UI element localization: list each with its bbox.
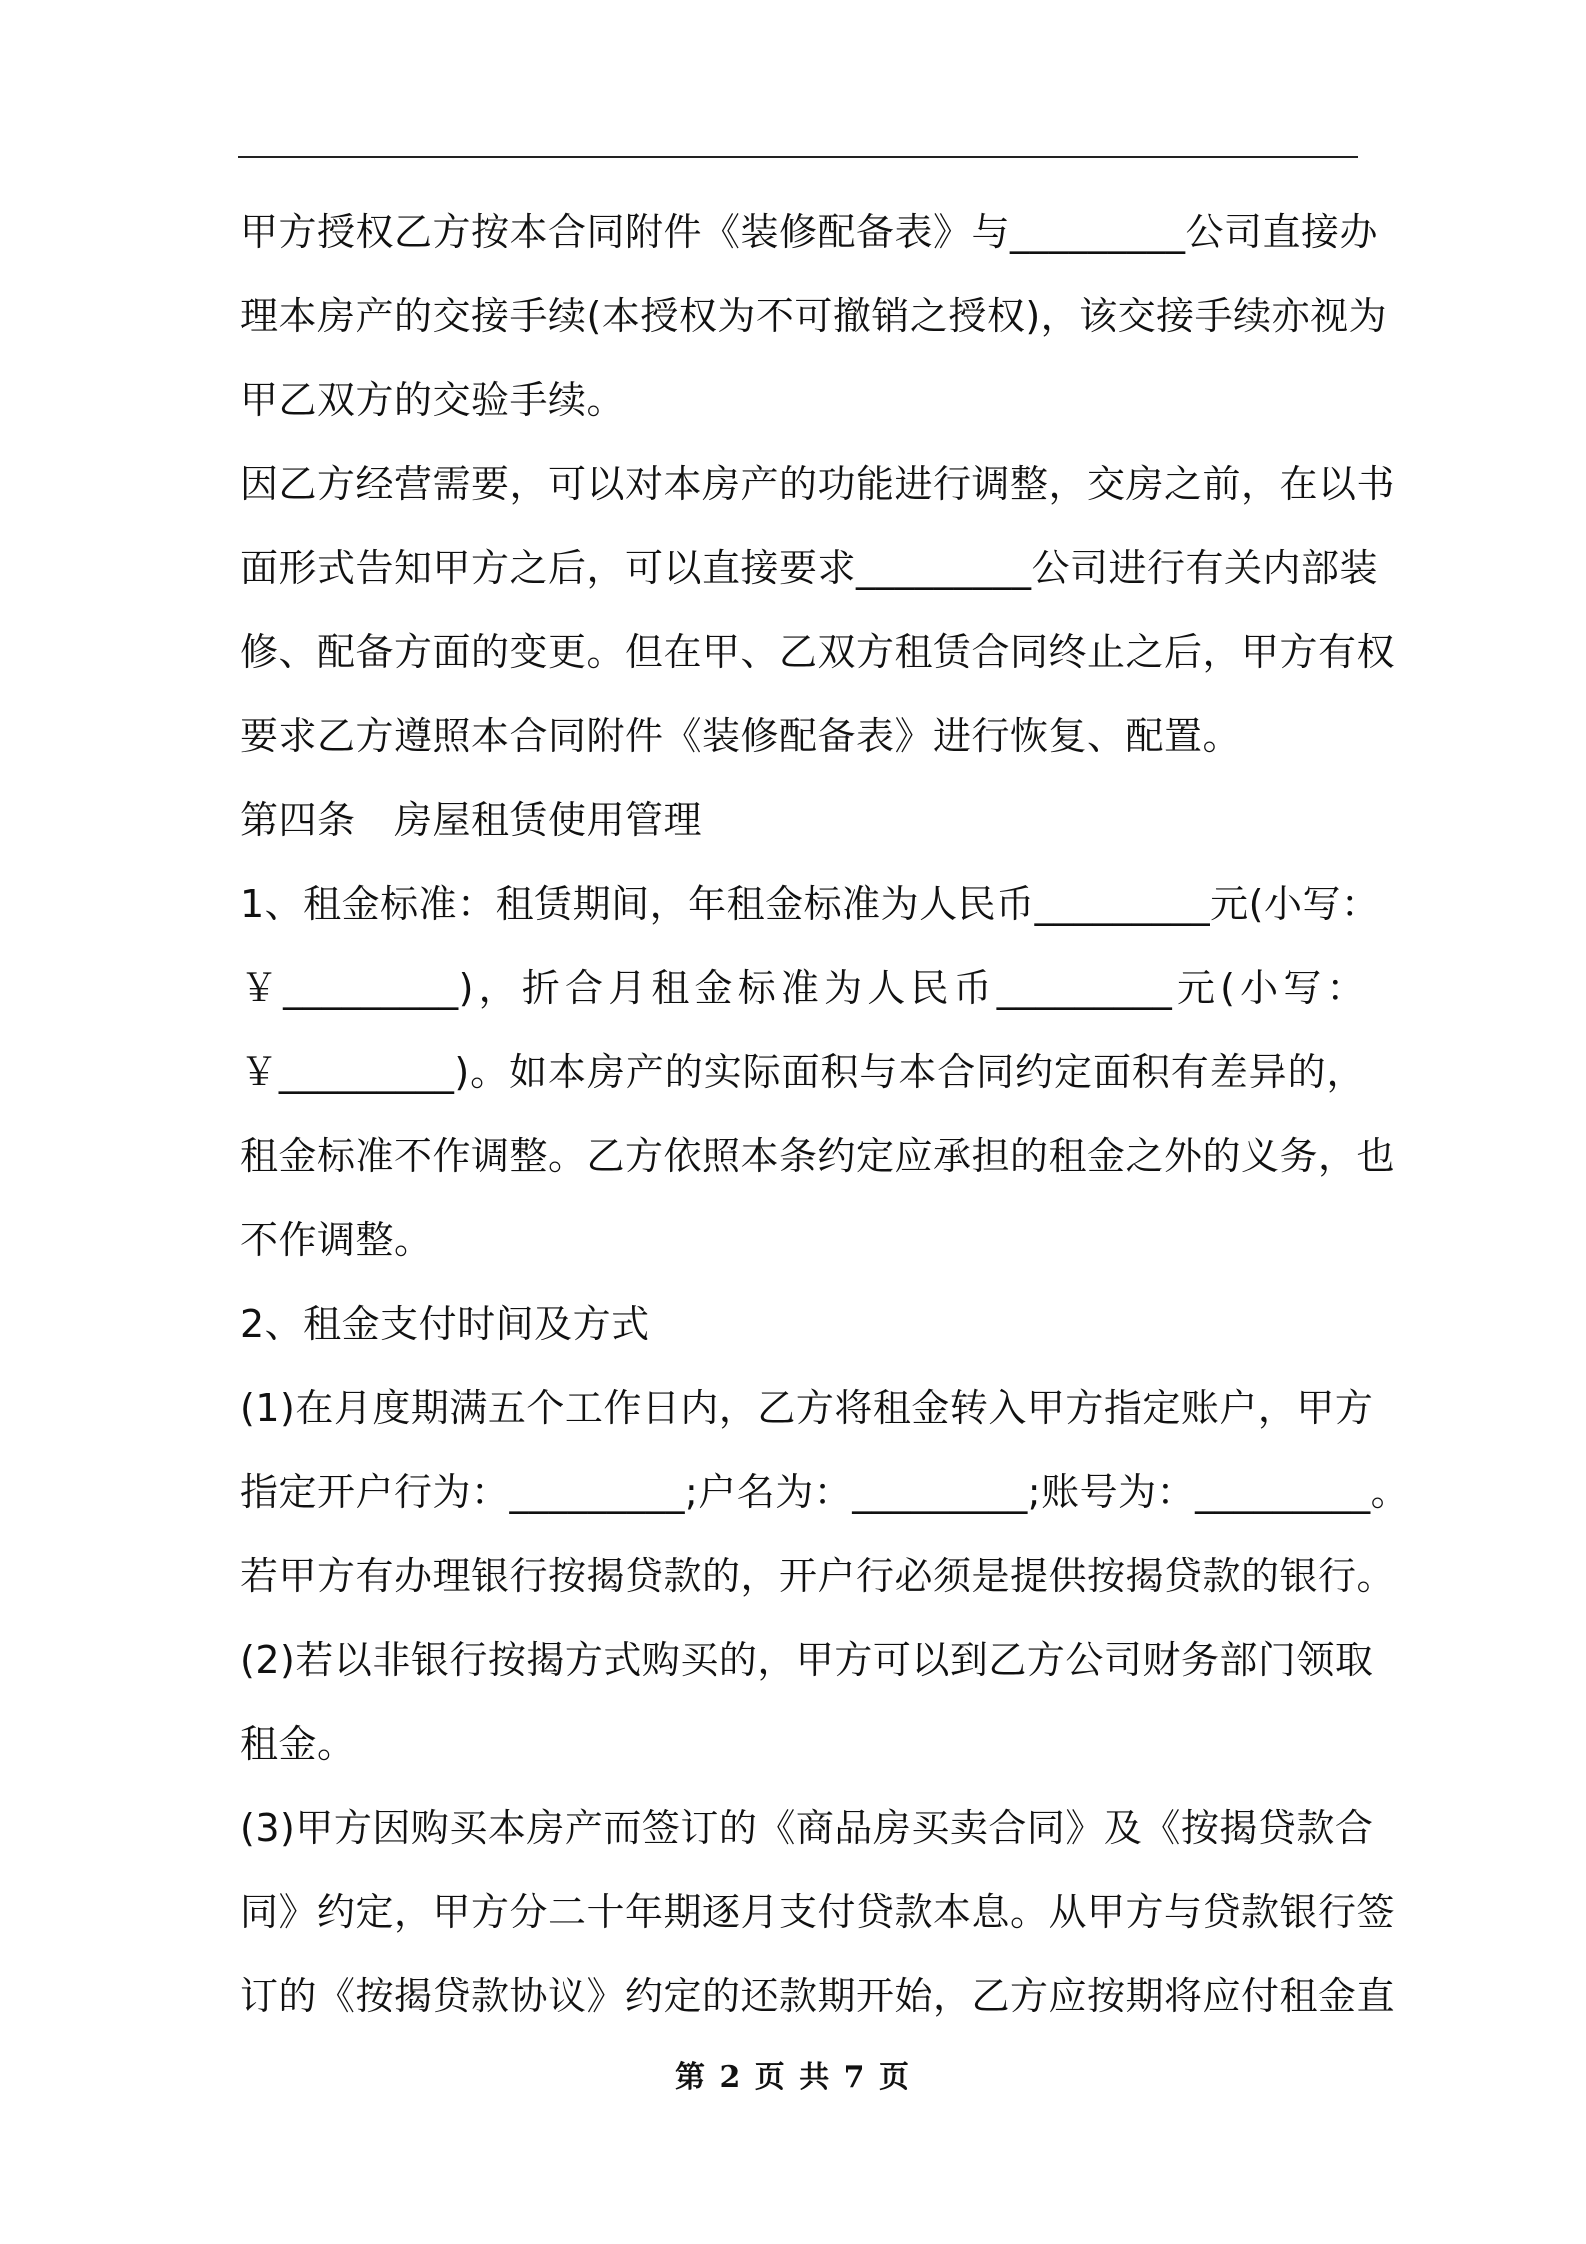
text-line: 因乙方经营需要，可以对本房产的功能进行调整，交房之前，在以书	[240, 462, 1396, 506]
text-line: 租金标准不作调整。乙方依照本条约定应承担的租金之外的义务，也	[240, 1134, 1396, 1178]
text-line: 不作调整。	[240, 1218, 433, 1262]
text-line: 要求乙方遵照本合同附件《装修配备表》进行恢复、配置。	[240, 714, 1242, 758]
text-line: 修、配备方面的变更。但在甲、乙双方租赁合同终止之后，甲方有权	[240, 630, 1396, 674]
text-line: 订的《按揭贷款协议》约定的还款期开始，乙方应按期将应付租金直	[240, 1974, 1396, 2018]
text-line: 甲乙双方的交验手续。	[240, 378, 626, 422]
text-line: (3)甲方因购买本房产而签订的《商品房买卖合同》及《按揭贷款合	[240, 1806, 1374, 1850]
text-line: 租金。	[240, 1722, 356, 1766]
text-line: ￥_________)。如本房产的实际面积与本合同约定面积有差异的，	[240, 1050, 1365, 1094]
text-line: 指定开户行为：_________;户名为：_________;账号为：_________。	[240, 1470, 1410, 1514]
text-line: 同》约定，甲方分二十年期逐月支付贷款本息。从甲方与贷款银行签	[240, 1890, 1396, 1934]
text-line: 面形式告知甲方之后，可以直接要求_________公司进行有关内部装	[240, 546, 1379, 590]
text-line: 甲方授权乙方按本合同附件《装修配备表》与_________公司直接办	[240, 210, 1379, 254]
text-line: ￥_________)，折合月租金标准为人民币_________元(小写：	[240, 966, 1365, 1010]
section-heading: 第四条 房屋租赁使用管理	[240, 798, 703, 842]
text-line: 1、租金标准：租赁期间，年租金标准为人民币_________元(小写：	[240, 882, 1380, 926]
text-line: (1)在月度期满五个工作日内，乙方将租金转入甲方指定账户，甲方	[240, 1386, 1374, 1430]
header-rule	[238, 156, 1358, 158]
page-footer: 第 2 页 共 7 页	[675, 2060, 911, 2095]
text-line: (2)若以非银行按揭方式购买的，甲方可以到乙方公司财务部门领取	[240, 1638, 1374, 1682]
text-line: 理本房产的交接手续(本授权为不可撤销之授权)，该交接手续亦视为	[240, 294, 1388, 338]
subsection-heading: 2、租金支付时间及方式	[240, 1302, 650, 1346]
contract-body	[240, 190, 1410, 2038]
text-line: 若甲方有办理银行按揭贷款的，开户行必须是提供按揭贷款的银行。	[240, 1554, 1396, 1598]
